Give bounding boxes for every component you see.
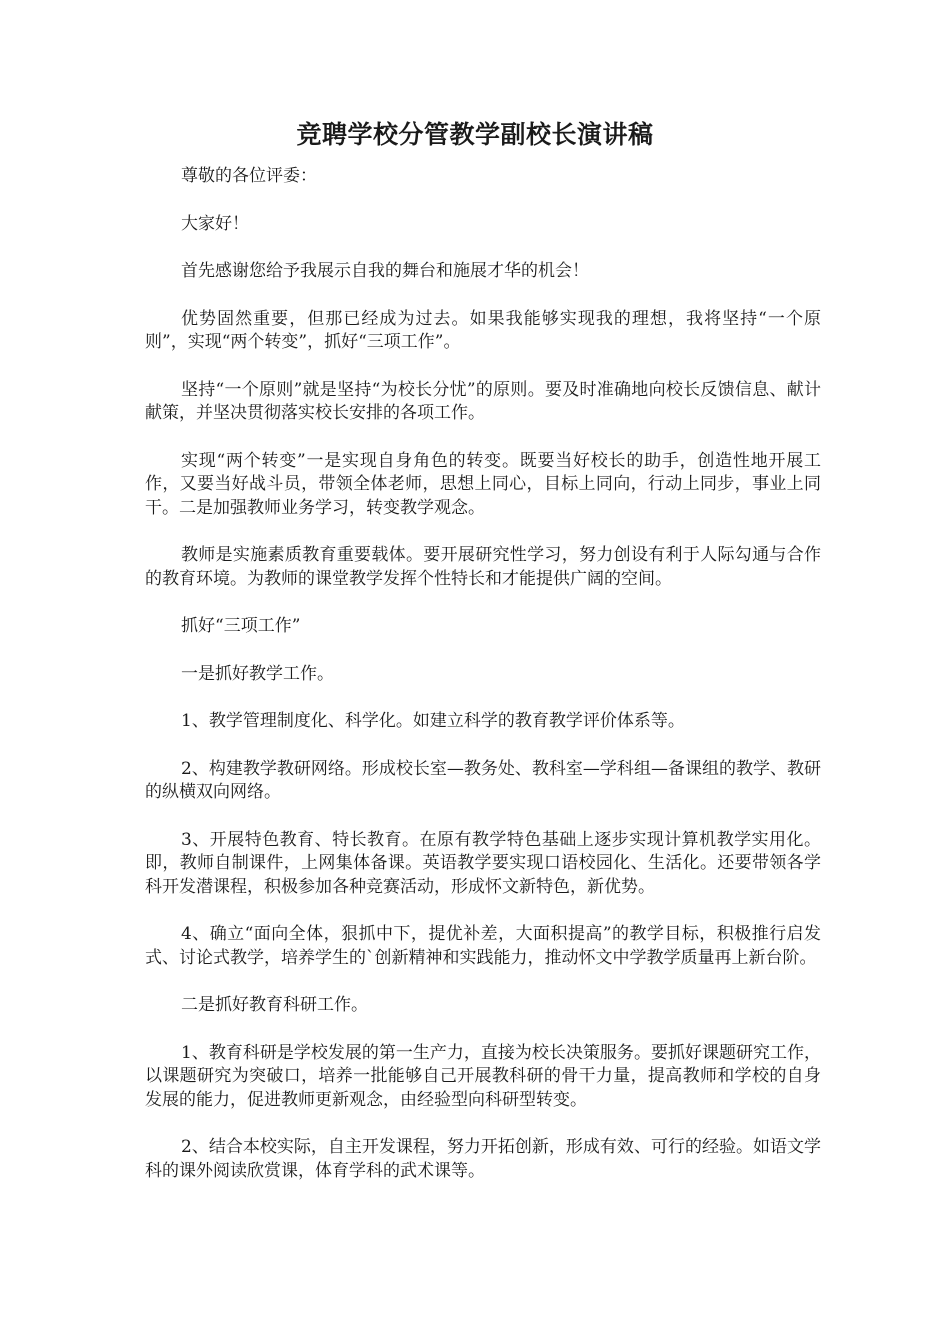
paragraph-task-one-heading: 一是抓好教学工作。 bbox=[181, 663, 334, 684]
paragraph-research-1: 1、教育科研是学校发展的第一生产力，直接为校长决策服务。要抓好课题研究工作，以课题研究为突破口，培养一批能够自己开展教科研的骨干力量，提高教师和学校的自身发展的能力，促进教师更新观念，由经验型向科研型转变。 bbox=[145, 1042, 821, 1110]
paragraph-item-3: 3、开展特色教育、特长教育。在原有教学特色基础上逐步实现计算机教学实用化。即，教师自制课件，上网集体备课。英语教学要实现口语校园化、生活化。还要带领各学科开发潜课程，积极参加各种竞赛活动，形成怀文新特色，新优势。 bbox=[145, 829, 821, 897]
document-body bbox=[145, 165, 821, 1207]
paragraph-item-1: 1、教学管理制度化、科学化。如建立科学的教育教学评价体系等。 bbox=[181, 711, 685, 731]
paragraph-thanks: 首先感谢您给予我展示自我的舞台和施展才华的机会！ bbox=[181, 261, 589, 281]
paragraph-item-2: 2、构建教学教研网络。形成校长室—教务处、教科室—学科组—备课组的教学、教研的纵横双向网络。 bbox=[145, 758, 821, 802]
paragraph-overview: 优势固然重要，但那已经成为过去。如果我能够实现我的理想，我将坚持“一个原则”，实现“两个转变”，抓好“三项工作”。 bbox=[145, 308, 821, 352]
paragraph-item-4: 4、确立“面向全体，狠抓中下，提优补差，大面积提高”的教学目标，积极推行启发式、讨论式教学，培养学生的`创新精神和实践能力，推动怀文中学教学质量再上新台阶。 bbox=[145, 924, 821, 968]
paragraph-teacher-carrier: 教师是实施素质教育重要载体。要开展研究性学习，努力创设有利于人际勾通与合作的教育环境。为教师的课堂教学发挥个性特长和才能提供广阔的空间。 bbox=[145, 545, 821, 589]
paragraph-research-2: 2、结合本校实际，自主开发课程，努力开拓创新，形成有效、可行的经验。如语文学科的课外阅读欣赏课，体育学科的武术课等。 bbox=[145, 1137, 821, 1181]
document-title: 竞聘学校分管教学副校长演讲稿 bbox=[296, 120, 654, 149]
paragraph-one-principle: 坚持“一个原则”就是坚持“为校长分忧”的原则。要及时准确地向校长反馈信息、献计献策，并坚决贯彻落实校长安排的各项工作。 bbox=[145, 379, 821, 423]
paragraph-salutation: 尊敬的各位评委： bbox=[181, 166, 317, 186]
paragraph-three-tasks-heading: 抓好“三项工作” bbox=[181, 616, 301, 636]
paragraph-task-two-heading: 二是抓好教育科研工作。 bbox=[181, 995, 368, 1015]
paragraph-two-changes: 实现“两个转变”一是实现自身角色的转变。既要当好校长的助手，创造性地开展工作，又要当好战斗员，带领全体老师，思想上同心，目标上同向，行动上同步，事业上同干。二是加强教师业务学习，转变教学观念。 bbox=[145, 450, 821, 518]
paragraph-greeting: 大家好！ bbox=[181, 213, 249, 234]
